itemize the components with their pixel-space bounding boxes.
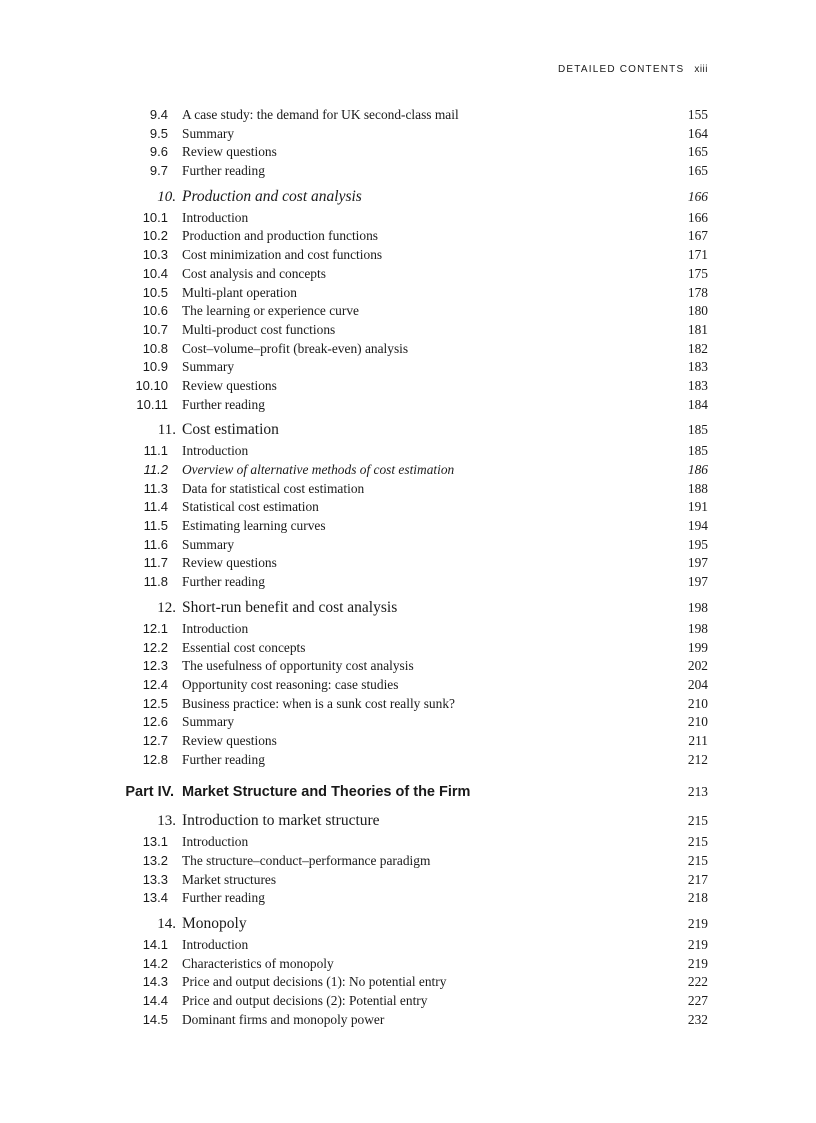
toc-entry-number: 10.3 <box>142 247 168 263</box>
toc-entry-title: Statistical cost estimation <box>182 499 319 515</box>
toc-entry-number: 11.3 <box>143 480 168 496</box>
toc-entry-number: 10.8 <box>142 340 168 356</box>
toc-entry-page: 184 <box>687 396 708 412</box>
toc-entry-page: 185 <box>687 422 708 438</box>
toc-entry-page: 219 <box>687 937 708 953</box>
toc-entry-page: 198 <box>687 599 708 615</box>
toc-entry-page: 164 <box>687 125 708 141</box>
toc-entry-number: 12.4 <box>142 676 168 692</box>
toc-section-row <box>0 695 816 714</box>
toc-entry-title: Summary <box>182 359 235 375</box>
toc-entry-number: 11.7 <box>143 555 168 571</box>
toc-entry-title: Introduction <box>182 209 249 225</box>
toc-section-row <box>0 461 816 480</box>
toc-entry-title: Further reading <box>182 890 265 906</box>
toc-entry-number: 12.5 <box>142 695 168 711</box>
toc-entry-page: 215 <box>687 853 708 868</box>
toc-entry-page: 219 <box>687 916 708 932</box>
toc-entry-page: 183 <box>687 359 708 375</box>
toc-entry-number: 13.1 <box>142 834 168 850</box>
toc-entry-number: 9.6 <box>149 144 168 160</box>
toc-section-row <box>0 143 816 162</box>
toc-section-row <box>0 676 816 695</box>
toc-entry-page: 191 <box>687 499 708 515</box>
toc-section-row <box>0 106 816 125</box>
toc-entry-number: 13. <box>157 813 176 830</box>
toc-entry-number: 10. <box>157 188 176 205</box>
toc-entry-number: 12.8 <box>142 751 168 767</box>
toc-section-row <box>0 657 816 676</box>
toc-entry-number: 10.5 <box>142 284 168 300</box>
running-head <box>558 64 708 75</box>
toc-section-row <box>0 833 816 852</box>
table-of-contents <box>0 106 816 1030</box>
toc-entry-number: 9.4 <box>149 107 168 122</box>
toc-entry-title: Introduction <box>182 834 249 850</box>
toc-entry-title: The learning or experience curve <box>182 303 359 319</box>
toc-section-row <box>0 396 816 415</box>
toc-entry-title: Introduction to market structure <box>182 812 380 830</box>
toc-entry-title: Cost analysis and concepts <box>182 265 326 281</box>
toc-entry-number: 12.3 <box>142 658 168 674</box>
toc-entry-title: Introduction <box>182 937 249 953</box>
toc-section-row <box>0 125 816 144</box>
toc-entry-page: 227 <box>687 993 708 1009</box>
toc-entry-page: 210 <box>687 695 708 711</box>
toc-entry-title: Dominant firms and monopoly power <box>182 1011 385 1027</box>
toc-entry-title: Market Structure and Theories of the Firm <box>182 784 471 801</box>
toc-entry-page: 155 <box>687 107 708 122</box>
toc-entry-page: 181 <box>687 321 708 337</box>
toc-entry-page: 198 <box>687 620 708 636</box>
toc-entry-page: 165 <box>687 163 708 179</box>
toc-entry-page: 165 <box>687 144 708 160</box>
toc-entry-number: 12.1 <box>142 620 168 636</box>
toc-section-row <box>0 246 816 265</box>
toc-entry-title: Multi-plant operation <box>182 284 297 300</box>
toc-entry-page: 215 <box>687 834 708 850</box>
toc-entry-page: 166 <box>687 209 708 225</box>
toc-entry-title: Summary <box>182 536 235 552</box>
toc-section-row <box>0 517 816 536</box>
toc-section-row <box>0 302 816 321</box>
toc-entry-number: 12.2 <box>142 639 168 655</box>
toc-section-row <box>0 732 816 751</box>
toc-entry-number: 14.4 <box>142 993 168 1009</box>
toc-entry-title: Cost–volume–profit (break-even) analysis <box>182 340 409 356</box>
toc-entry-number: 13.4 <box>142 890 168 906</box>
toc-entry-number: 10.7 <box>142 321 168 337</box>
toc-entry-page: 167 <box>687 228 708 244</box>
toc-entry-title: Cost estimation <box>182 421 279 439</box>
toc-entry-title: Opportunity cost reasoning: case studies <box>182 676 399 692</box>
toc-section-row <box>0 358 816 377</box>
toc-entry-page: 182 <box>687 340 708 356</box>
toc-entry-number: 11.6 <box>143 536 168 552</box>
toc-entry-number: 9.7 <box>149 163 168 179</box>
toc-entry-page: 215 <box>687 813 708 829</box>
toc-entry-title: Short-run benefit and cost analysis <box>182 598 398 616</box>
toc-entry-page: 222 <box>687 974 708 990</box>
toc-entry-number: 12.7 <box>142 732 168 748</box>
toc-entry-title: A case study: the demand for UK second-class mail <box>182 107 459 122</box>
toc-section-row <box>0 751 816 770</box>
toc-entry-number: 13.2 <box>142 853 168 868</box>
toc-entry-number: 14.2 <box>142 955 168 971</box>
toc-entry-title: Monopoly <box>182 915 247 933</box>
toc-entry-number: 14.3 <box>142 974 168 990</box>
toc-entry-title: Price and output decisions (2): Potential entry <box>182 993 428 1009</box>
toc-entry-number: 11. <box>157 422 176 439</box>
toc-entry-page: 183 <box>687 377 708 393</box>
toc-entry-page: 219 <box>687 955 708 971</box>
toc-section-row <box>0 955 816 974</box>
toc-entry-title: The structure–conduct–performance paradigm <box>182 853 431 868</box>
toc-entry-number: Part IV. <box>125 784 174 801</box>
toc-entry-number: 14. <box>157 916 176 933</box>
toc-entry-page: 202 <box>687 658 708 674</box>
toc-entry-title: Review questions <box>182 732 277 748</box>
toc-chapter-row <box>0 185 816 209</box>
toc-section-row <box>0 639 816 658</box>
toc-entry-number: 13.3 <box>142 871 168 887</box>
toc-chapter-row <box>0 418 816 442</box>
toc-entry-page: 212 <box>687 751 708 767</box>
toc-entry-number: 14.1 <box>142 937 168 953</box>
toc-entry-number: 10.2 <box>142 228 168 244</box>
toc-entry-page: 197 <box>687 555 708 571</box>
toc-entry-page: 186 <box>687 462 708 477</box>
toc-section-row <box>0 852 816 871</box>
toc-entry-title: Data for statistical cost estimation <box>182 480 365 496</box>
toc-entry-number: 10.11 <box>136 396 168 412</box>
toc-chapter-row <box>0 809 816 833</box>
toc-section-row <box>0 321 816 340</box>
toc-section-row <box>0 209 816 228</box>
toc-entry-title: Market structures <box>182 871 277 887</box>
toc-entry-number: 11.4 <box>143 499 168 515</box>
toc-entry-page: 185 <box>687 443 708 459</box>
toc-section-row <box>0 498 816 517</box>
toc-entry-page: 197 <box>687 574 708 590</box>
toc-entry-page: 217 <box>687 871 708 887</box>
toc-entry-title: Review questions <box>182 555 277 571</box>
toc-entry-number: 11.2 <box>143 462 168 477</box>
toc-entry-page: 199 <box>687 639 708 655</box>
toc-entry-page: 178 <box>687 284 708 300</box>
toc-entry-page: 232 <box>687 1011 708 1027</box>
toc-entry-title: Introduction <box>182 620 249 636</box>
toc-entry-page: 204 <box>687 676 708 692</box>
toc-chapter-row <box>0 596 816 620</box>
toc-section-row <box>0 889 816 908</box>
toc-entry-page: 175 <box>687 265 708 281</box>
toc-entry-number: 9.5 <box>149 125 168 141</box>
toc-entry-number: 10.10 <box>135 377 168 393</box>
toc-chapter-row <box>0 912 816 936</box>
toc-entry-title: Further reading <box>182 751 265 767</box>
toc-entry-title: Characteristics of monopoly <box>182 955 334 971</box>
page-number: xiii <box>694 64 708 75</box>
toc-section-row <box>0 1011 816 1030</box>
toc-entry-title: The usefulness of opportunity cost analysis <box>182 658 414 674</box>
toc-entry-page: 218 <box>687 890 708 906</box>
toc-entry-page: 180 <box>687 303 708 319</box>
toc-entry-title: Further reading <box>182 163 265 179</box>
toc-entry-page: 195 <box>687 536 708 552</box>
toc-section-row <box>0 284 816 303</box>
toc-entry-title: Review questions <box>182 377 277 393</box>
toc-part-row <box>0 779 816 805</box>
toc-section-row <box>0 536 816 555</box>
toc-section-row <box>0 162 816 181</box>
toc-entry-number: 10.6 <box>142 303 168 319</box>
toc-entry-number: 14.5 <box>142 1011 168 1027</box>
toc-section-row <box>0 377 816 396</box>
toc-section-row <box>0 973 816 992</box>
toc-entry-title: Business practice: when is a sunk cost really sunk? <box>182 695 455 711</box>
toc-section-row <box>0 265 816 284</box>
toc-section-row <box>0 992 816 1011</box>
toc-entry-page: 188 <box>687 480 708 496</box>
toc-entry-title: Summary <box>182 714 235 730</box>
toc-entry-title: Production and cost analysis <box>182 187 362 205</box>
toc-entry-number: 12. <box>157 599 176 616</box>
toc-section-row <box>0 620 816 639</box>
toc-entry-title: Production and production functions <box>182 228 378 244</box>
toc-section-row <box>0 573 816 592</box>
toc-entry-title: Further reading <box>182 574 265 590</box>
toc-section-row <box>0 554 816 573</box>
toc-section-row <box>0 227 816 246</box>
toc-entry-title: Essential cost concepts <box>182 639 306 655</box>
toc-section-row <box>0 480 816 499</box>
toc-entry-number: 12.6 <box>142 714 168 730</box>
toc-entry-number: 11.1 <box>143 443 168 459</box>
toc-entry-number: 11.5 <box>143 518 168 534</box>
toc-entry-title: Summary <box>182 125 235 141</box>
toc-entry-page: 171 <box>687 247 708 263</box>
toc-entry-title: Further reading <box>182 396 265 412</box>
toc-entry-page: 194 <box>687 518 708 534</box>
toc-entry-number: 11.8 <box>143 574 168 590</box>
toc-entry-page: 166 <box>687 188 708 204</box>
toc-section-row <box>0 713 816 732</box>
running-head-label: DETAILED CONTENTS <box>557 64 685 75</box>
toc-section-row <box>0 871 816 890</box>
toc-entry-page: 211 <box>688 732 708 748</box>
toc-section-row <box>0 340 816 359</box>
toc-entry-title: Price and output decisions (1): No potential entry <box>182 974 447 990</box>
toc-entry-title: Overview of alternative methods of cost estimation <box>182 462 455 477</box>
toc-entry-title: Estimating learning curves <box>182 518 326 534</box>
toc-entry-number: 10.9 <box>142 359 168 375</box>
toc-entry-number: 10.4 <box>142 265 168 281</box>
toc-entry-title: Introduction <box>182 443 249 459</box>
toc-entry-page: 210 <box>687 714 708 730</box>
toc-entry-title: Review questions <box>182 144 277 160</box>
toc-entry-title: Cost minimization and cost functions <box>182 247 383 263</box>
toc-section-row <box>0 442 816 461</box>
toc-section-row <box>0 936 816 955</box>
toc-entry-title: Multi-product cost functions <box>182 321 336 337</box>
toc-entry-page: 213 <box>687 784 708 800</box>
toc-entry-number: 10.1 <box>142 209 168 225</box>
